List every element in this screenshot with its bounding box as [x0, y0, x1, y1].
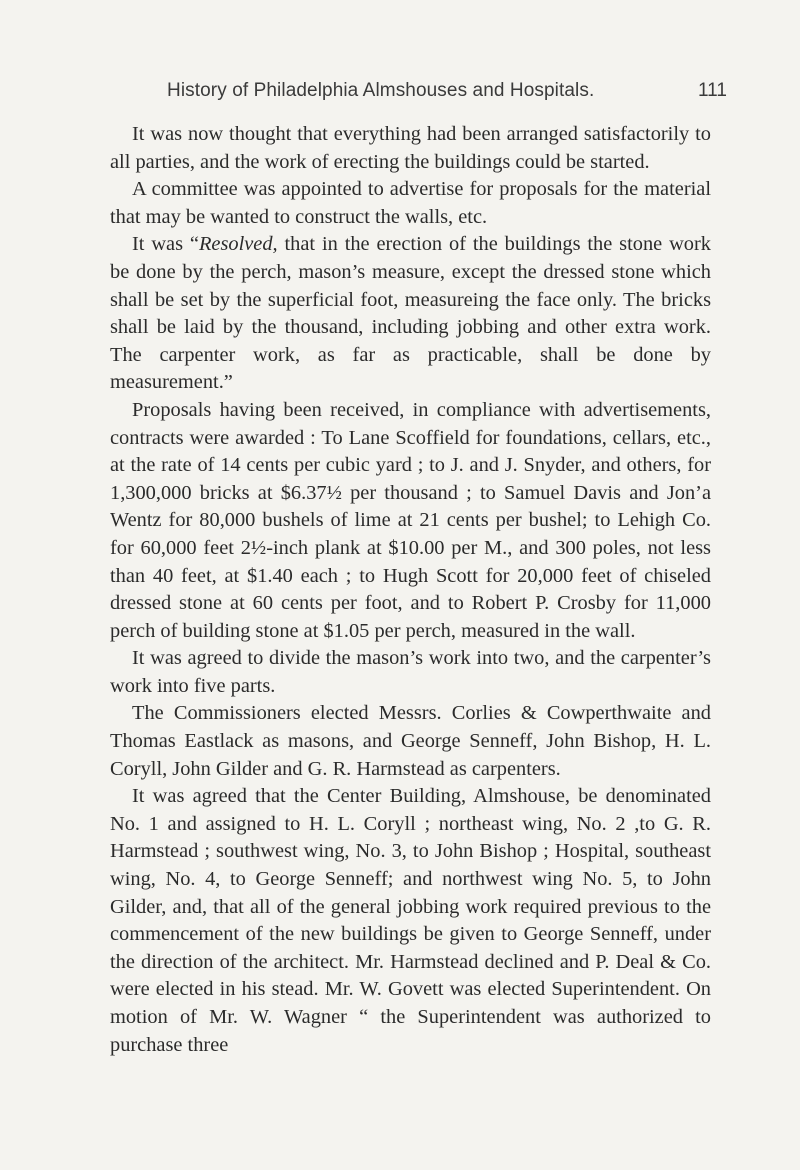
paragraph-2: A committee was appointed to advertise for proposals for the material that may be wanted to construct the walls, etc.	[110, 178, 711, 228]
running-title: History of Philadelphia Almshouses and Hospitals.	[167, 80, 595, 101]
resolved-italic: Resolved,	[198, 233, 278, 256]
paragraph-7: It was agreed that the Center Building, Almshouse, be denominated No. 1 and assigned to H. L. Coryll ; northeast wing, No. 2 ,to G. R. Harmstead ; southwest wing, No. 3, to John Bishop ; Hospital, southeast wing, No. 4, to George Senneff; and northwest wing No. 5, to John Gilder, and, that all of the general jobbing work required previous to the commencement of the new buildings be given to George Senneff, under the direction of the architect. Mr. Harmstead declined and P. Deal & Co. were elected in his stead. Mr. W. Govett was elected Superintendent. On motion of Mr. W. Wagner “ the Superintendent was authorized to purchase three	[110, 785, 711, 1056]
body-text	[110, 121, 711, 1059]
resolution-text: that in the erection of the buildings the stone work be done by the perch, mason’s measure, except the dressed stone which shall be set by the superficial foot, measureing the face only. The bricks shall be laid by the thousand, including jobbing and other extra work. The carpenter work, as far as practicable, shall be done by measurement.”	[110, 233, 711, 394]
resolution-lead: It was “	[132, 233, 199, 256]
paragraph-4: Proposals having been received, in compliance with advertisements, contracts were awarded : To Lane Scoffield for foundations, cellars, etc., at the rate of 14 cents per cubic yard ; to J. and J. Snyder, and others, for 1,300,000 bricks at $6.37½ per thousand ; to Samuel Davis and Jon’a Wentz for 80,000 bushels of lime at 21 cents per bushel; to Lehigh Co. for 60,000 feet 2½-inch plank at $10.00 per M., and 300 poles, not less than 40 feet, at $1.40 each ; to Hugh Scott for 20,000 feet of chiseled dressed stone at 60 cents per foot, and to Robert P. Crosby for 11,000 perch of building stone at $1.05 per perch, measured in the wall.	[110, 398, 711, 642]
paragraph-6: The Commissioners elected Messrs. Corlies & Cowperthwaite and Thomas Eastlack as masons, and George Senneff, John Bishop, H. L. Coryll, John Gilder and G. R. Harmstead as carpenters.	[110, 702, 711, 780]
paragraph-1: It was now thought that everything had been arranged satisfactorily to all parties, and the work of erecting the buildings could be started.	[110, 123, 711, 173]
page-number: 111	[698, 80, 727, 101]
paragraph-3	[110, 231, 711, 397]
running-head	[0, 80, 800, 106]
paragraph-5: It was agreed to divide the mason’s work into two, and the carpenter’s work into five parts.	[110, 647, 711, 697]
